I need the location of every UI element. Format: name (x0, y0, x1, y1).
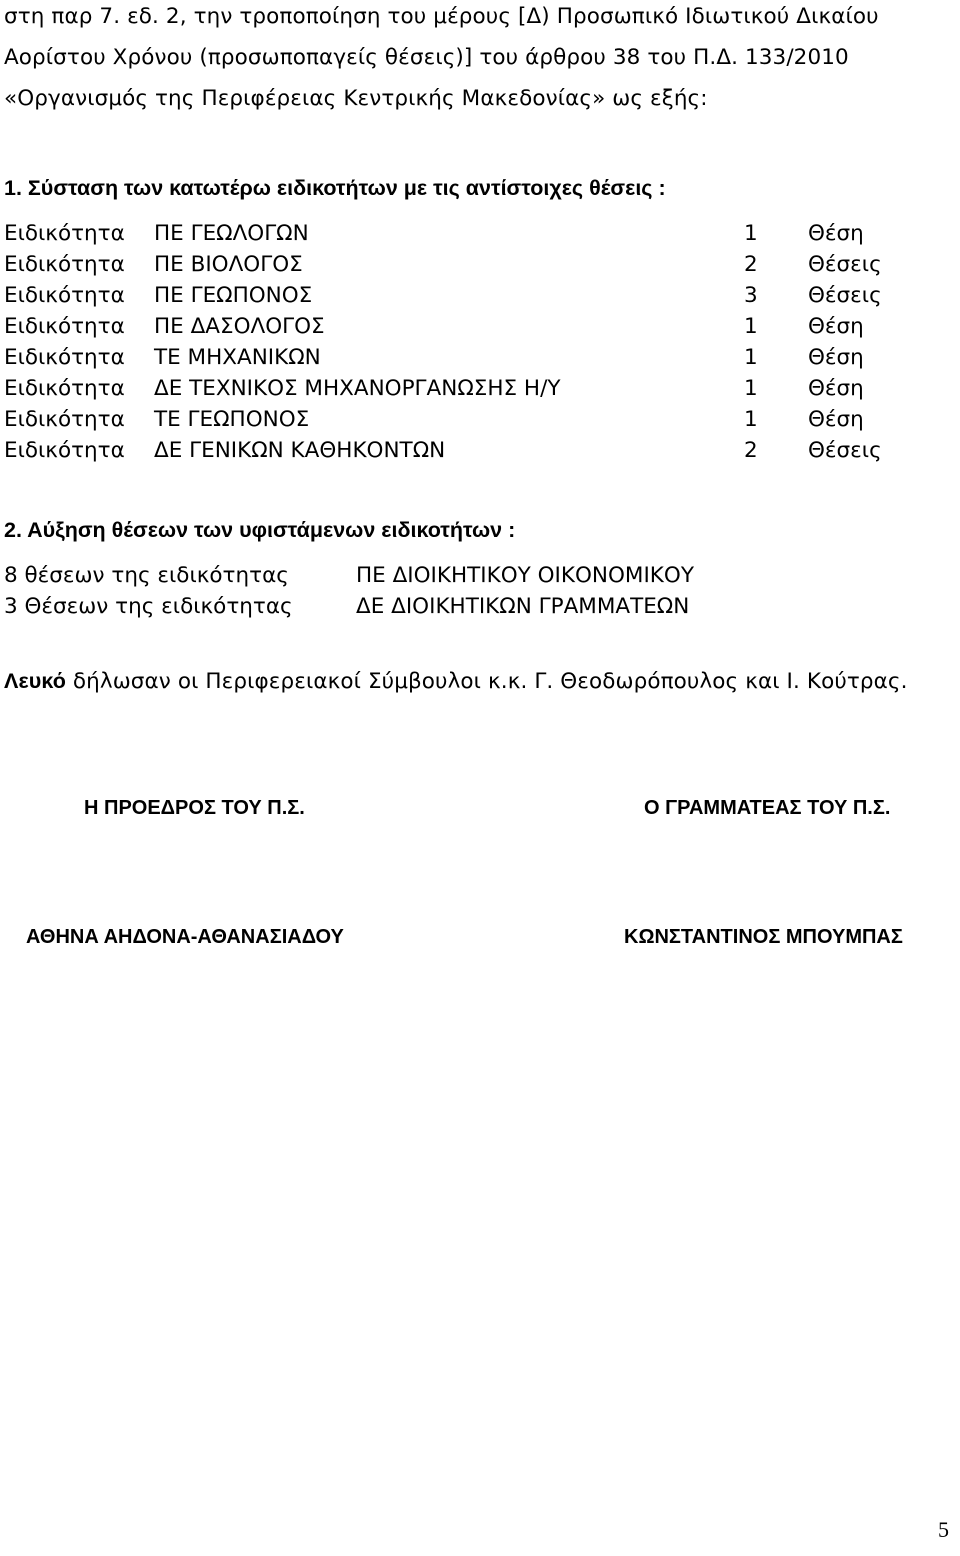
row-count: 1 (744, 345, 758, 370)
row-count: 1 (744, 221, 758, 246)
row-count: 2 (744, 252, 758, 277)
row-specialty: ΠΕ ΔΑΣΟΛΟΓΟΣ (154, 314, 325, 339)
row-count: 1 (744, 314, 758, 339)
row-count: 3 (744, 283, 758, 308)
row-specialty: ΠΕ ΒΙΟΛΟΓΟΣ (154, 252, 303, 277)
intro-line-3: «Οργανισμός της Περιφέρειας Κεντρικής Μακεδονίας» ως εξής: (4, 86, 708, 111)
row-count: 2 (744, 438, 758, 463)
row-specialty: ΤΕ ΜΗΧΑΝΙΚΩΝ (154, 345, 321, 370)
section-2-heading: 2. Αύξηση θέσεων των υφιστάμενων ειδικοτήτων : (4, 518, 516, 542)
signature-right-name: ΚΩΝΣΤΑΝΤΙΝΟΣ ΜΠΟΥΜΠΑΣ (624, 926, 903, 948)
row-specialty: ΤΕ ΓΕΩΠΟΝΟΣ (154, 407, 310, 432)
page-number: 5 (938, 1517, 949, 1542)
row-specialty: ΔΕ ΓΕΝΙΚΩΝ ΚΑΘΗΚΟΝΤΩΝ (154, 438, 446, 463)
row-unit: Θέσεις (808, 283, 882, 308)
row-unit: Θέση (808, 314, 864, 339)
intro-line-1: στη παρ 7. εδ. 2, την τροποποίηση του μέρους [Δ) Προσωπικό Ιδιωτικού Δικαίου (4, 4, 879, 29)
increase-count-text: 3 Θέσεων της ειδικότητας (4, 594, 293, 619)
row-specialty: ΠΕ ΓΕΩΛΟΓΩΝ (154, 221, 309, 246)
row-unit: Θέση (808, 221, 864, 246)
row-label: Ειδικότητα (4, 252, 125, 277)
increase-specialty: ΠΕ ΔΙΟΙΚΗΤΙΚΟΥ ΟΙΚΟΝΟΜΙΚΟΥ (356, 563, 694, 588)
section-1-heading: 1. Σύσταση των κατωτέρω ειδικοτήτων με τις αντίστοιχες θέσεις : (4, 176, 666, 200)
intro-line-2: Αορίστου Χρόνου (προσωποπαγείς θέσεις)] του άρθρου 38 του Π.Δ. 133/2010 (4, 45, 849, 70)
row-label: Ειδικότητα (4, 221, 125, 246)
row-label: Ειδικότητα (4, 345, 125, 370)
increase-specialty: ΔΕ ΔΙΟΙΚΗΤΙΚΩΝ ΓΡΑΜΜΑΤΕΩΝ (356, 594, 690, 619)
row-unit: Θέσεις (808, 252, 882, 277)
row-label: Ειδικότητα (4, 407, 125, 432)
row-label: Ειδικότητα (4, 438, 125, 463)
increase-count-text: 8 θέσεων της ειδικότητας (4, 563, 289, 588)
signature-left-title: Η ΠΡΟΕΔΡΟΣ ΤΟΥ Π.Σ. (84, 797, 305, 819)
signature-left-name: ΑΘΗΝΑ ΑΗΔΟΝΑ-ΑΘΑΝΑΣΙΑΔΟΥ (26, 926, 344, 948)
row-count: 1 (744, 407, 758, 432)
row-count: 1 (744, 376, 758, 401)
signature-right-title: Ο ΓΡΑΜΜΑΤΕΑΣ ΤΟΥ Π.Σ. (644, 797, 891, 819)
abstention-note (4, 669, 908, 694)
abstention-text: δήλωσαν οι Περιφερειακοί Σύμβουλοι κ.κ. Γ. Θεοδωρόπουλος και Ι. Κούτρας. (65, 669, 908, 694)
row-unit: Θέση (808, 345, 864, 370)
row-label: Ειδικότητα (4, 283, 125, 308)
row-label: Ειδικότητα (4, 376, 125, 401)
row-label: Ειδικότητα (4, 314, 125, 339)
abstention-label: Λευκό (4, 669, 66, 693)
row-unit: Θέσεις (808, 438, 882, 463)
row-specialty: ΔΕ ΤΕΧΝΙΚΟΣ ΜΗΧΑΝΟΡΓΑΝΩΣΗΣ Η/Υ (154, 376, 561, 401)
row-unit: Θέση (808, 407, 864, 432)
row-unit: Θέση (808, 376, 864, 401)
row-specialty: ΠΕ ΓΕΩΠΟΝΟΣ (154, 283, 313, 308)
